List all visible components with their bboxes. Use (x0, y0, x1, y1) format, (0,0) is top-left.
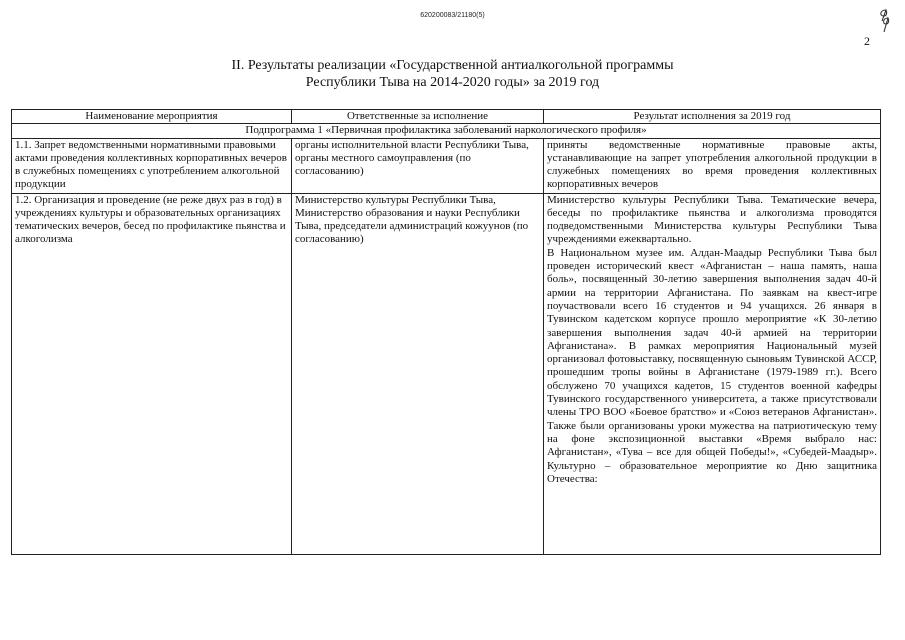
row-2-result (544, 193, 881, 554)
page-number: 2 (864, 34, 870, 48)
table-row (12, 193, 881, 554)
title-line-2: Республики Тыва на 2014-2020 годы» за 2019 год (305, 75, 600, 90)
document-number: 620200083/21180(5) (420, 12, 485, 19)
col-header-name: Наименование мероприятия (12, 110, 292, 124)
results-table (11, 109, 881, 555)
title-line-1: II. Результаты реализации «Государственной антиалкогольной программы (231, 58, 674, 73)
handwritten-mark (876, 8, 890, 34)
page-title (0, 57, 905, 91)
row-2-result-para-2: В Национальном музее им. Алдан-Маадыр Республики Тыва был проведен исторический квест «Афганистан – наша память, наша боль», посвященный 30-летию завершения выполнения задач 40-й армии на территории Афганистана. По заявкам на квест-игре поучаствовали всего 16 студентов и 94 учащихся. 26 января в Тувинском кадетском корпусе прошло мероприятие «К 30-летию завершения выполнения задач 40-й армией на территории Афганистана». В рамках мероприятия Национальный музей организовал фотовыставку, посвященную сыновьям Тувинской АССР, прошедшим тропы войны в Афганистане (1979-1989 гг.). Всего обслужено 70 учащихся кадетов, 15 студентов военной кафедры Тувинского государственного университета, а также присутствовали члены ТРО ВОО «Боевое братство» и «Союз ветеранов Афганистан». Также были организованы уроки мужества на патриотическую тему на фоне экспозиционной выставки «Время выбрало нас: Афганистан», «Тува – все для общей Победы!», «Субедей-Маадыр». Культурно – образовательное мероприятие ко Дню защитника Отечества: (547, 246, 877, 485)
row-1-result: приняты ведомственные нормативные правовые акты, устанавливающие на запрет употребления алкогольной продукции в служебных помещениях во время проведения коллективных корпоративных вечеров (544, 138, 881, 193)
row-2-result-para-1: Министерство культуры Республики Тыва. Тематические вечера, беседы по профилактике пьянства и алкоголизма проводятся подведомственными Министерства культуры Республики Тыва учреждениями ежеквартально. (547, 193, 877, 246)
subprogram-title: Подпрограмма 1 «Первичная профилактика заболеваний наркологического профиля» (12, 124, 881, 138)
table-row (12, 138, 881, 193)
col-header-result: Результат исполнения за 2019 год (544, 110, 881, 124)
col-header-responsible: Ответственные за исполнение (292, 110, 544, 124)
header-row (12, 110, 881, 124)
row-1-responsible: органы исполнительной власти Республики Тыва, органы местного самоуправления (по согласованию) (292, 138, 544, 193)
row-1-name: 1.1. Запрет ведомственными нормативными правовыми актами проведения коллективных корпоративных вечеров в служебных помещениях с употреблением алкогольной продукции (12, 138, 292, 193)
row-2-responsible: Министерство культуры Республики Тыва, Министерство образования и науки Республики Тыва, председатели администраций кожуунов (по согласованию) (292, 193, 544, 554)
subprogram-row (12, 124, 881, 138)
row-2-name: 1.2. Организация и проведение (не реже двух раз в год) в учреждениях культуры и образовательных организациях тематических вечеров, бесед по профилактике пьянства и алкоголизма (12, 193, 292, 554)
